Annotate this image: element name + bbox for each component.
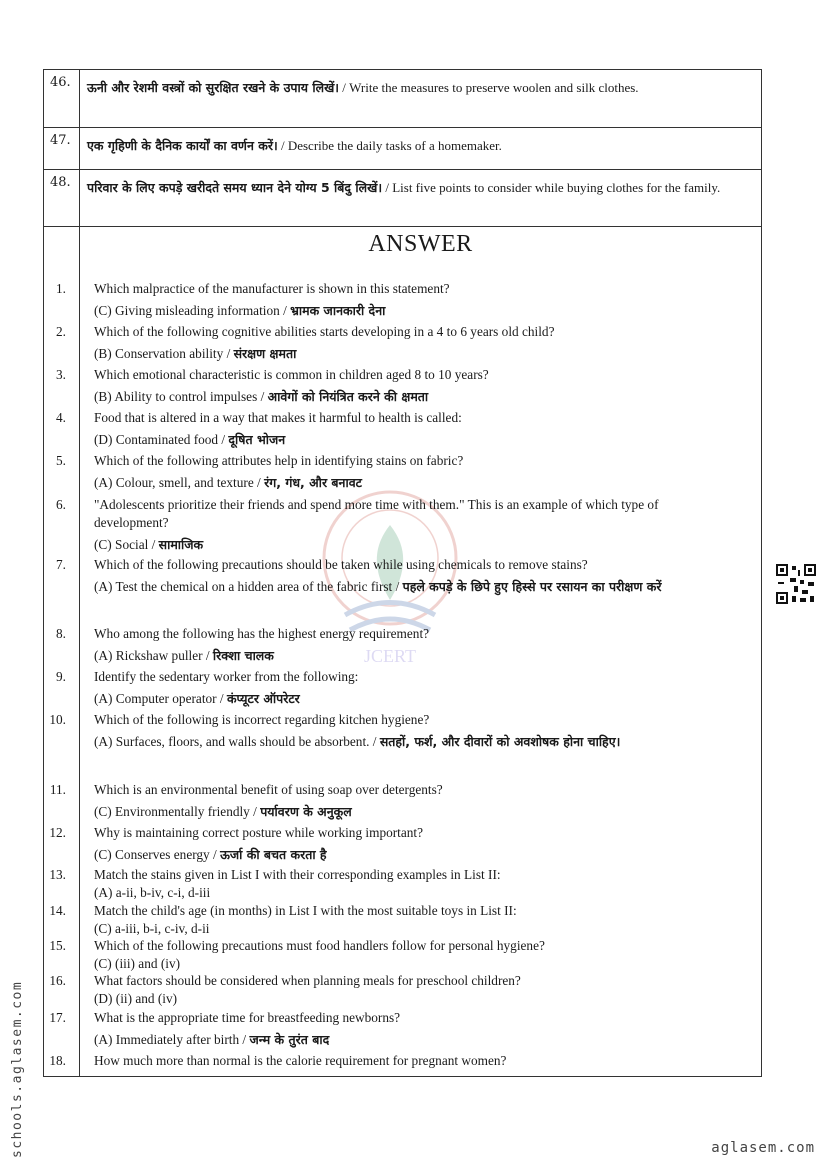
answer-option: (C) Giving misleading information / भ्रामक जानकारी देना [94, 303, 386, 318]
answer-number: 8. [56, 626, 66, 641]
answer-item [49, 1052, 706, 1070]
answer-item [56, 323, 706, 363]
answer-hindi: रिक्शा चालक [212, 648, 274, 663]
answer-question: Identify the sedentary worker from the following: [94, 669, 359, 684]
answer-option: (B) Ability to control impulses / आवेगों को नियंत्रित करने की क्षमता [94, 389, 429, 404]
answer-question: Which is an environmental benefit of using soap over detergents? [94, 782, 443, 797]
answer-hindi: ऊर्जा की बचत करता है [220, 847, 327, 862]
answer-number: 9. [56, 669, 66, 684]
answer-hindi: आवेगों को नियंत्रित करने की क्षमता [267, 389, 429, 404]
answer-question: Match the child's age (in months) in List I with the most suitable toys in List II: [94, 903, 517, 918]
answer-number: 13. [49, 867, 66, 882]
answer-option: (C) Conserves energy / ऊर्जा की बचत करता है [94, 847, 327, 862]
answer-option: (C) a-iii, b-i, c-iv, d-ii [94, 921, 210, 936]
answer-item [56, 409, 706, 449]
answer-option: (A) Colour, smell, and texture / रंग, गंध, और बनावट [94, 475, 362, 490]
answer-question: Match the stains given in List I with their corresponding examples in List II: [94, 867, 501, 882]
answer-hindi: भ्रामक जानकारी देना [290, 303, 386, 318]
answer-question: What is the appropriate time for breastfeeding newborns? [94, 1010, 401, 1025]
answer-option: (A) Surfaces, floors, and walls should be absorbent. / सतहों, फर्श, और दीवारों को अवशोषक होना चाहिए। [94, 734, 621, 749]
answer-option: (A) Rickshaw puller / रिक्शा चालक [94, 648, 274, 663]
answer-number: 12. [49, 825, 66, 840]
question-number: 47. [50, 133, 71, 148]
answer-question: Which malpractice of the manufacturer is shown in this statement? [94, 281, 450, 296]
answer-item [49, 781, 706, 821]
answer-option: (A) Computer operator / कंप्यूटर ऑपरेटर [94, 691, 300, 706]
answer-option: (C) Social / सामाजिक [94, 537, 204, 552]
answer-number: 16. [49, 973, 66, 988]
answer-question: Food that is altered in a way that makes it harmful to health is called: [94, 410, 462, 425]
answer-question: Which emotional characteristic is common in children aged 8 to 10 years? [94, 367, 489, 382]
answer-option: (D) Contaminated food / दूषित भोजन [94, 432, 286, 447]
answer-question: "Adolescents prioritize their friends and spend more time with them." This is an example of which type of development? [94, 497, 659, 530]
answer-item [56, 625, 706, 665]
answer-question: Which of the following is incorrect regarding kitchen hygiene? [94, 712, 430, 727]
answer-question: Which of the following precautions must food handlers follow for personal hygiene? [94, 938, 545, 953]
question-text: एक गृहिणी के दैनिक कार्यों का वर्णन करें। / Describe the daily tasks of a homemaker. [87, 138, 502, 153]
answer-option: (D) (ii) and (iv) [94, 991, 178, 1006]
question-number: 46. [50, 75, 71, 90]
answer-question: Which of the following cognitive abilities starts developing in a 4 to 6 years old child? [94, 324, 555, 339]
answer-hindi: रंग, गंध, और बनावट [264, 475, 362, 490]
answer-hindi: पहले कपड़े के छिपे हुए हिस्से पर रसायन का परीक्षण करें [402, 579, 662, 594]
qr-code-icon [776, 564, 816, 604]
answer-item [56, 496, 706, 554]
question-number: 48. [50, 175, 71, 190]
answer-hindi: कंप्यूटर ऑपरेटर [226, 691, 300, 706]
answer-hindi: पर्यावरण के अनुकूल [260, 804, 352, 819]
answer-hindi: संरक्षण क्षमता [233, 346, 297, 361]
side-watermark-url: schools.aglasem.com [10, 980, 25, 1158]
answer-hindi: दूषित भोजन [228, 432, 286, 447]
question-text: ऊनी और रेशमी वस्त्रों को सुरक्षित रखने के उपाय लिखें। / Write the measures to preserve woolen and silk clothes. [87, 80, 639, 95]
answer-number: 2. [56, 324, 66, 339]
answer-option: (A) Immediately after birth / जन्म के तुरंत बाद [94, 1032, 330, 1047]
answer-item [56, 280, 706, 320]
answer-heading: ANSWER [368, 231, 473, 257]
answer-question: What factors should be considered when planning meals for preschool children? [94, 973, 521, 988]
answer-number: 1. [56, 281, 66, 296]
answer-option: (C) (iii) and (iv) [94, 956, 181, 971]
svg-text:JCERT: JCERT [364, 646, 416, 666]
answer-option: (A) Test the chemical on a hidden area of the fabric first / पहले कपड़े के छिपे हुए हिस्से पर रसायन का परीक्षण करें [94, 579, 662, 594]
answer-number: 18. [49, 1053, 66, 1068]
answer-question: Who among the following has the highest energy requirement? [94, 626, 430, 641]
answer-number: 3. [56, 367, 66, 382]
answer-number: 10. [49, 712, 66, 727]
answer-number: 6. [56, 497, 66, 512]
answer-option: (C) Environmentally friendly / पर्यावरण के अनुकूल [94, 804, 352, 819]
answer-item [49, 711, 706, 751]
answer-item [49, 824, 706, 864]
answer-item [49, 903, 706, 937]
answer-hindi: जन्म के तुरंत बाद [249, 1032, 330, 1047]
footer-url: aglasem.com [711, 1140, 815, 1156]
answer-item [49, 867, 706, 901]
answer-option: (B) Conservation ability / संरक्षण क्षमता [94, 346, 297, 361]
answer-question: Which of the following attributes help in identifying stains on fabric? [94, 453, 464, 468]
answer-question: Which of the following precautions should be taken while using chemicals to remove stains? [94, 557, 588, 572]
answer-hindi: सतहों, फर्श, और दीवारों को अवशोषक होना चाहिए। [379, 734, 621, 749]
answer-number: 14. [49, 903, 66, 918]
question-row-46 [44, 70, 761, 128]
question-text: परिवार के लिए कपड़े खरीदते समय ध्यान देने योग्य 5 बिंदु लिखें। / List five points to consider while buying clothes for the family. [87, 180, 721, 195]
answer-item [56, 366, 706, 406]
answer-number: 15. [49, 938, 66, 953]
answer-item [56, 452, 706, 492]
answer-item [56, 668, 706, 708]
question-row-48 [44, 170, 761, 227]
answer-question: How much more than normal is the calorie requirement for pregnant women? [94, 1053, 507, 1068]
answer-number: 7. [56, 557, 66, 572]
answer-item [49, 938, 706, 972]
answer-question: Why is maintaining correct posture while working important? [94, 825, 424, 840]
answer-number: 5. [56, 453, 66, 468]
answer-number: 4. [56, 410, 66, 425]
answer-item [49, 973, 706, 1007]
answer-number: 17. [49, 1010, 66, 1025]
answer-hindi: सामाजिक [158, 537, 204, 552]
question-row-47 [44, 128, 761, 170]
answer-item [49, 1009, 706, 1049]
answer-number: 11. [49, 782, 66, 797]
answer-item [56, 556, 706, 596]
answer-option: (A) a-ii, b-iv, c-i, d-iii [94, 885, 211, 900]
